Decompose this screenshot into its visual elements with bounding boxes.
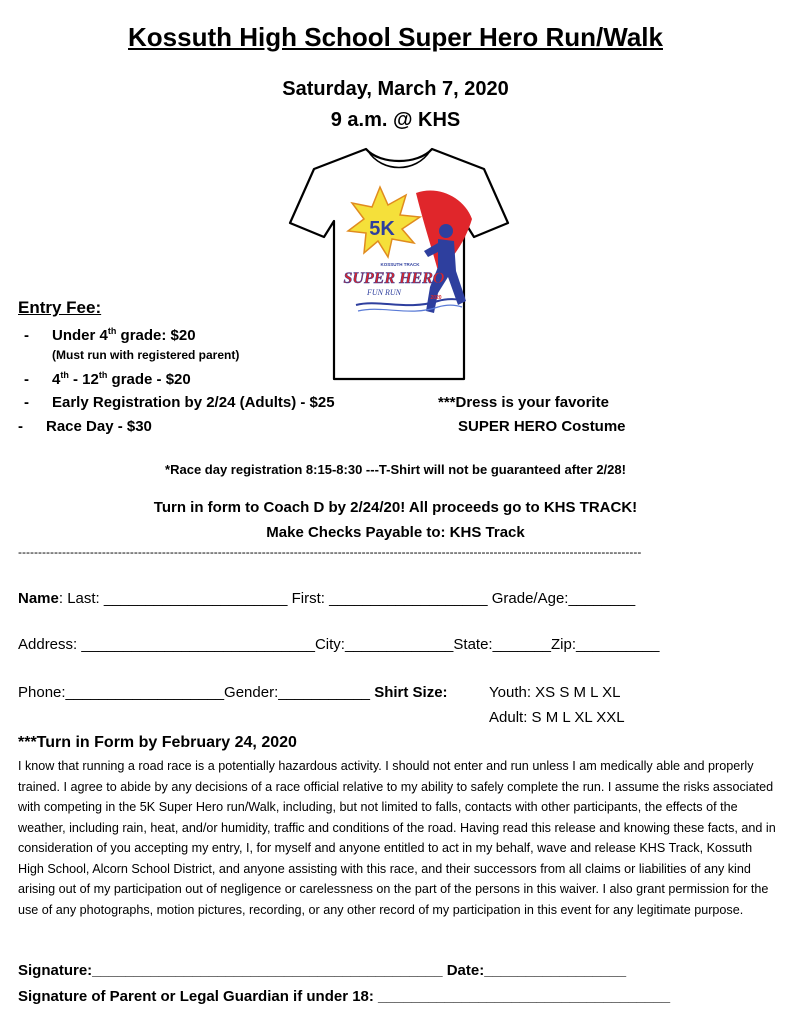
event-date: Saturday, March 7, 2020 (282, 78, 509, 100)
fee-item-4th-12th: - 4th - 12th grade - $20 (24, 370, 191, 388)
fee-item-2-b: - 12 (68, 371, 99, 388)
waiver-text: I know that running a road race is a potentially hazardous activity. I should not enter and run unless I am medically able and properly trained. I agree to abide by any decisions of a race official relative to my ability to safely complete the run. I assume the risks associated with competing in the 5K Super Hero run/Walk, including, but not limited to falls, contacts with other participants, the effects of the weather, including rain, heat, and/or humidity, traffic and conditions of the road. Having read this release and knowing these facts, and in consideration of you accepting my entry, I, for myself and anyone entitled to act in my behalf, wave and release KHS Track, Kossuth High School, Alcorn School District, and anyone assisting with this race, and their successors from all claims or liabilities of any kind arising out of my participation out of negligence or carelessness on the part of the persons in this waiver. I also grant permission for the use of any photographs, motion pictures, recording, or any other record of my participation in this event for any legitimate purpose. (18, 759, 776, 917)
fee-item-2-c: grade - $20 (107, 371, 191, 388)
fee-item-1-post: grade: $20 (116, 327, 196, 344)
event-time: 9 a.m. @ KHS (330, 109, 461, 131)
logo-main-text: SUPER HERO (343, 270, 445, 287)
dress-note-line-2: SUPER HERO Costume (458, 418, 626, 435)
signature-date-row[interactable]: Signature:__________________________________________ Date:_________________ (18, 962, 627, 979)
logo-sub-text: FUN RUN (367, 288, 401, 297)
cut-line-divider: ------------------------------------------------------------------------------------------------------------------------------------------------------------ (18, 545, 642, 559)
fee-item-under-4th: - Under 4th grade: $20 (24, 326, 196, 344)
fee-item-1-pre: Under 4 (52, 327, 108, 344)
logo-small-text: KOSSUTH TRACK (380, 262, 420, 267)
name-label: Name (18, 590, 59, 607)
turn-in-note: Turn in form to Coach D by 2/24/20! All proceeds go to KHS TRACK! (153, 499, 638, 516)
logo-year: 2020 (430, 295, 442, 301)
fee-item-2-sup2: th (98, 370, 108, 380)
fee-item-4-text: Race Day - $30 (46, 418, 152, 435)
fee-item-2-sup1: th (60, 370, 69, 380)
name-fields[interactable]: : Last: ______________________ First: ___________________ Grade/Age:________ (58, 590, 636, 607)
youth-sizes[interactable]: Youth: XS S M L XL (489, 684, 621, 701)
guardian-signature-row[interactable]: Signature of Parent or Legal Guardian if under 18: ___________________________________ (18, 988, 671, 1005)
entry-fee-heading: Entry Fee: (18, 298, 102, 317)
fee-item-early: - Early Registration by 2/24 (Adults) - $25 (24, 394, 335, 411)
name-field-row[interactable] (18, 590, 635, 607)
tshirt-illustration (288, 143, 510, 383)
shirt-size-label: Shirt Size: (374, 684, 448, 701)
fee-item-2-a: 4 (52, 371, 61, 388)
payable-note: Make Checks Payable to: KHS Track (266, 524, 525, 541)
phone-gender-shirt-row[interactable] (18, 684, 448, 701)
address-field-row[interactable]: Address: ____________________________City:_____________State:_______Zip:__________ (18, 636, 660, 653)
race-day-note: *Race day registration 8:15-8:30 ---T-Shirt will not be guaranteed after 2/28! (165, 462, 626, 477)
fee-item-race-day: - Race Day - $30 (18, 418, 152, 435)
dress-note-line-1: ***Dress is your favorite (438, 394, 609, 411)
logo-5k: 5K (369, 218, 395, 240)
adult-sizes[interactable]: Adult: S M L XL XXL (489, 709, 625, 726)
fee-item-3-text: Early Registration by 2/24 (Adults) - $25 (52, 394, 335, 411)
fee-item-1-sup: th (107, 326, 117, 336)
phone-gender-fields[interactable]: Phone:___________________Gender:___________ (18, 684, 375, 701)
page-title: Kossuth High School Super Hero Run/Walk (128, 22, 663, 52)
deadline-heading: ***Turn in Form by February 24, 2020 (18, 734, 297, 751)
fee-item-1-note: (Must run with registered parent) (52, 348, 240, 362)
